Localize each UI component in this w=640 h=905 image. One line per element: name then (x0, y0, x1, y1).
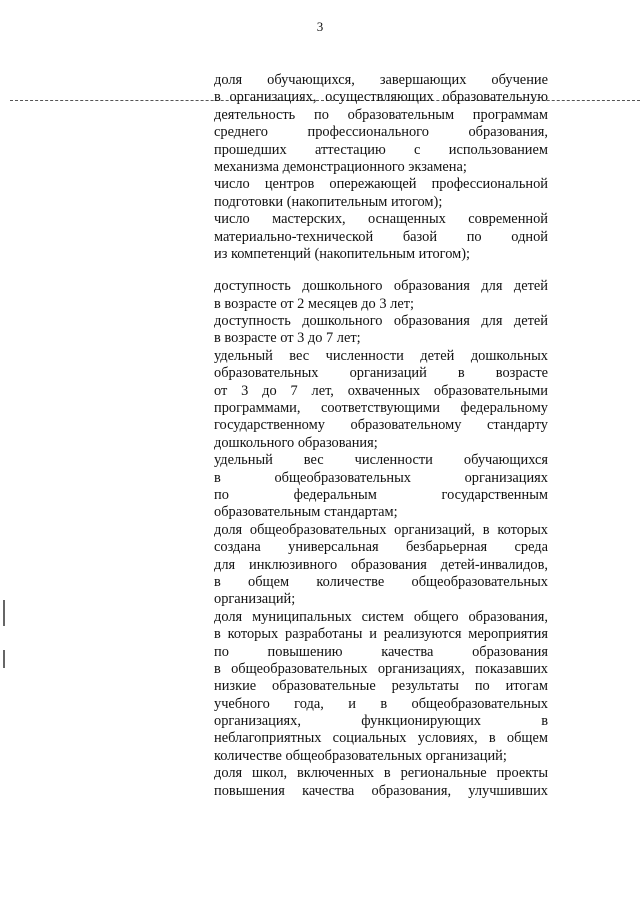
text-line: низкие образовательные результаты по итогам (214, 678, 548, 695)
text-line: материально-технической базой по одной (214, 228, 548, 245)
page-number: 3 (316, 19, 324, 34)
text-line: удельный вес численности обучающихся (214, 452, 548, 469)
text-line: доля школ, включенных в региональные проекты (214, 765, 548, 782)
text-line: число центров опережающей профессиональной (214, 176, 548, 193)
text-line: прошедших аттестацию с использованием (214, 141, 548, 158)
text-line: подготовки (накопительным итогом); (214, 193, 443, 210)
scan-artifact-mark (3, 600, 5, 626)
text-line: в общем количестве общеобразовательных (214, 573, 548, 590)
text-line: образовательных организаций в возрасте (214, 365, 548, 382)
text-line: из компетенций (накопительным итогом); (214, 245, 471, 262)
text-line: доступность дошкольного образования для детей (214, 313, 548, 330)
text-line: в возрасте от 3 до 7 лет; (214, 330, 361, 347)
text-line: в возрасте от 2 месяцев до 3 лет; (214, 295, 415, 312)
text-line: организациях, функционирующих в (214, 713, 548, 730)
text-line: доля обучающихся, завершающих обучение (214, 72, 548, 88)
text-line: создана универсальная безбарьерная среда (214, 539, 548, 556)
text-line: в общеобразовательных организациях (214, 469, 548, 486)
text-line: программами, соответствующими федеральному (214, 400, 548, 417)
text-line: неблагоприятных социальных условиях, в общем (214, 730, 548, 747)
scan-artifact-mark (3, 650, 5, 668)
text-line: по повышению качества образования (214, 643, 548, 660)
text-line: деятельность по образовательным программам (214, 106, 548, 123)
text-line: организаций; (214, 591, 296, 608)
text-line: доступность дошкольного образования для детей (214, 278, 548, 295)
text-line: среднего профессионального образования, (214, 124, 548, 141)
text-line: доля муниципальных систем общего образования, (214, 608, 548, 625)
text-line: количестве общеобразовательных организаций; (214, 747, 507, 764)
text-line: повышения качества образования, улучшивших (214, 782, 548, 799)
text-line: удельный вес численности детей дошкольных (214, 347, 548, 364)
text-line: от 3 до 7 лет, охваченных образовательными (214, 382, 548, 399)
text-line: в общеобразовательных организациях, показавших (214, 660, 548, 677)
text-line: для инклюзивного образования детей-инвалидов, (214, 556, 548, 573)
text-line: в организациях, осуществляющих образовательную (214, 89, 548, 106)
text-line: учебного года, и в общеобразовательных (214, 695, 548, 712)
text-line: образовательным стандартам; (214, 504, 398, 521)
text-line: доля общеобразовательных организаций, в которых (214, 521, 548, 538)
body-text (214, 72, 548, 800)
text-line: число мастерских, оснащенных современной (214, 211, 548, 228)
text-line: механизма демонстрационного экзамена; (214, 158, 467, 175)
text-line: по федеральным государственным (214, 486, 548, 503)
text-line: в которых разработаны и реализуются мероприятия (214, 626, 548, 643)
paragraph-gap (214, 263, 548, 278)
text-line: дошкольного образования; (214, 434, 378, 451)
text-line: государственному образовательному стандарту (214, 417, 548, 434)
